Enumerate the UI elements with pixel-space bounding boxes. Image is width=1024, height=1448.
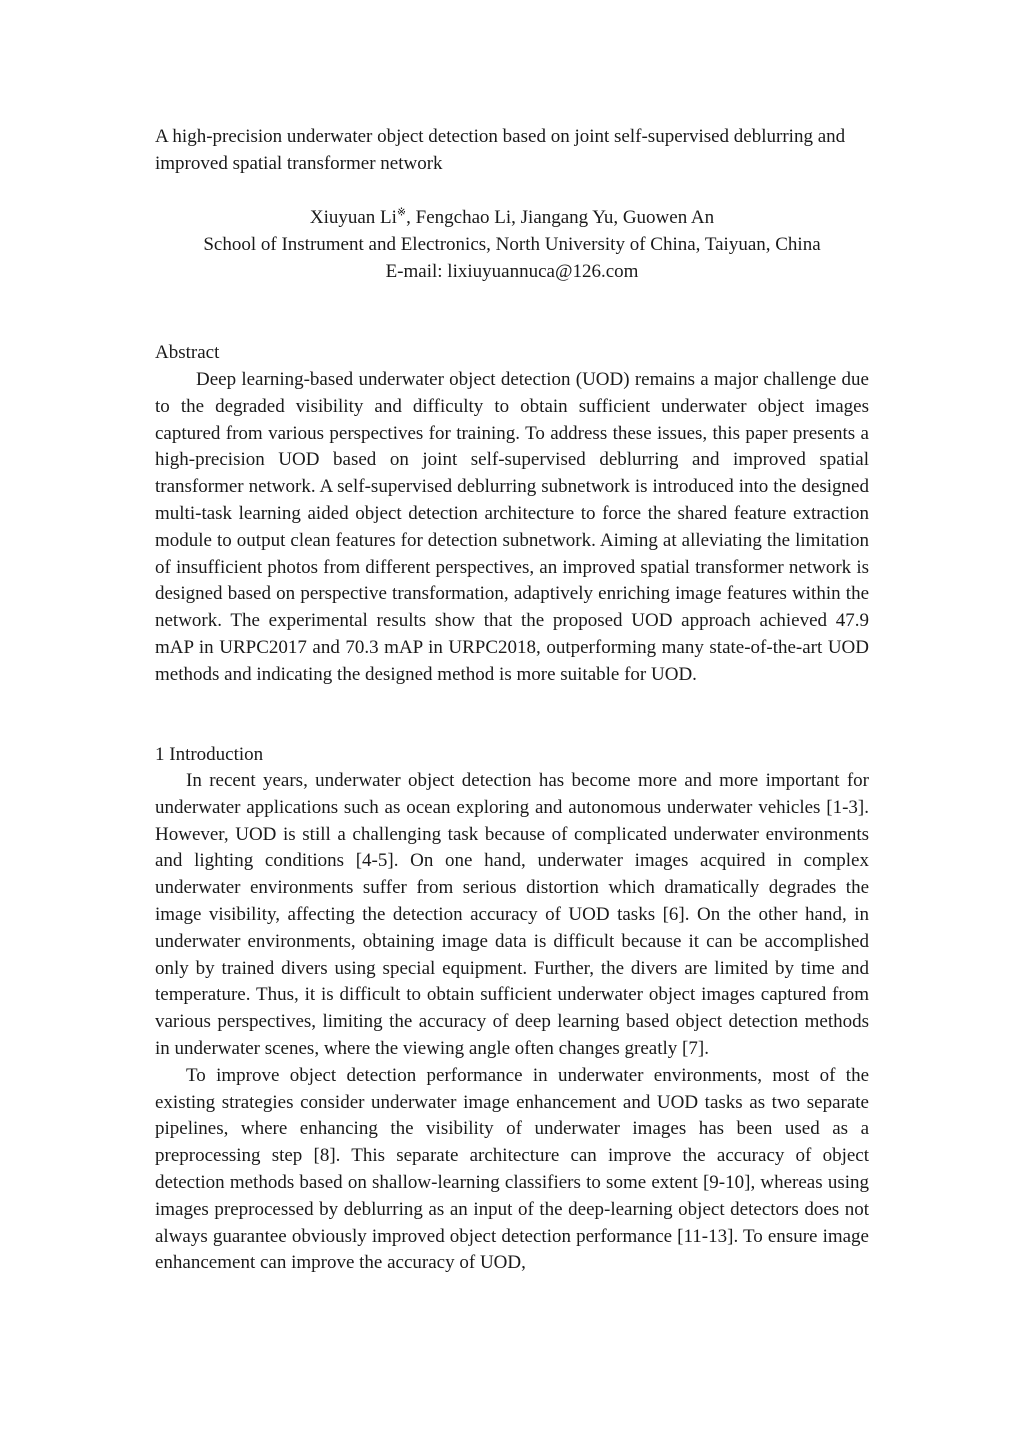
intro-paragraph-1: In recent years, underwater object detection has become more and more important for underwater applications such as ocean exploring and autonomous underwater vehicles [1-3]. However, UOD is still a challenging task because of complicated underwater environments and lighting conditions [4-5]. On one hand, underwater images acquired in complex underwater environments suffer from serious distortion which dramatically degrades the image visibility, affecting the detection accuracy of UOD tasks [6]. On the other hand, in underwater environments, obtaining image data is difficult because it can be accomplished only by trained divers using special equipment. Further, the divers are limited by time and temperature. Thus, it is difficult to obtain sufficient underwater object images captured from various perspectives, limiting the accuracy of deep learning based object detection methods in underwater scenes, where the viewing angle often changes greatly [7]. <box>155 770 869 1059</box>
author-email: E-mail: lixiuyuannuca@126.com <box>385 260 639 282</box>
first-author: Xiuyuan Li <box>309 207 397 228</box>
author-list <box>155 205 869 232</box>
abstract-paragraph: Deep learning-based underwater object detection (UOD) remains a major challenge due to the degraded visibility and difficulty to obtain sufficient underwater object images captured from various perspectives for training. To address these issues, this paper presents a high-precision UOD based on joint self-supervised deblurring and improved spatial transformer network. A self-supervised deblurring subnetwork is introduced into the designed multi-task learning aided object detection architecture to force the shared feature extraction module to output clean features for detection subnetwork. Aiming at alleviating the limitation of insufficient photos from different perspectives, an improved spatial transformer network is designed based on perspective transformation, adaptively enriching image features within the network. The experimental results show that the proposed UOD approach achieved 47.9 mAP in URPC2017 and 70.3 mAP in URPC2018, outperforming many state-of-the-art UOD methods and indicating the designed method is more suitable for UOD. <box>155 369 869 685</box>
affiliation: School of Instrument and Electronics, North University of China, Taiyuan, China <box>203 233 821 255</box>
abstract-heading: Abstract <box>155 342 220 363</box>
introduction-heading: 1 Introduction <box>155 744 264 765</box>
corresponding-author-mark: ※ <box>396 206 407 219</box>
intro-paragraph-2: To improve object detection performance in underwater environments, most of the existing strategies consider underwater image enhancement and UOD tasks as two separate pipelines, where enhancing the visibility of underwater images has been used as a preprocessing step [8]. This separate architecture can improve the accuracy of object detection methods based on shallow-learning classifiers to some extent [9-10], whereas using images preprocessed by deblurring as an input of the deep-learning object detectors does not always guarantee obviously improved object detection performance [11-13]. To ensure image enhancement can improve the accuracy of UOD, <box>155 1064 869 1274</box>
paper-title: A high-precision underwater object detection based on joint self-supervised deblurring and improved spatial transformer network <box>155 126 846 174</box>
author-block <box>155 205 869 285</box>
other-authors: , Fengchao Li, Jiangang Yu, Guowen An <box>406 207 715 228</box>
abstract-body <box>155 367 869 689</box>
introduction-body <box>155 768 869 1277</box>
